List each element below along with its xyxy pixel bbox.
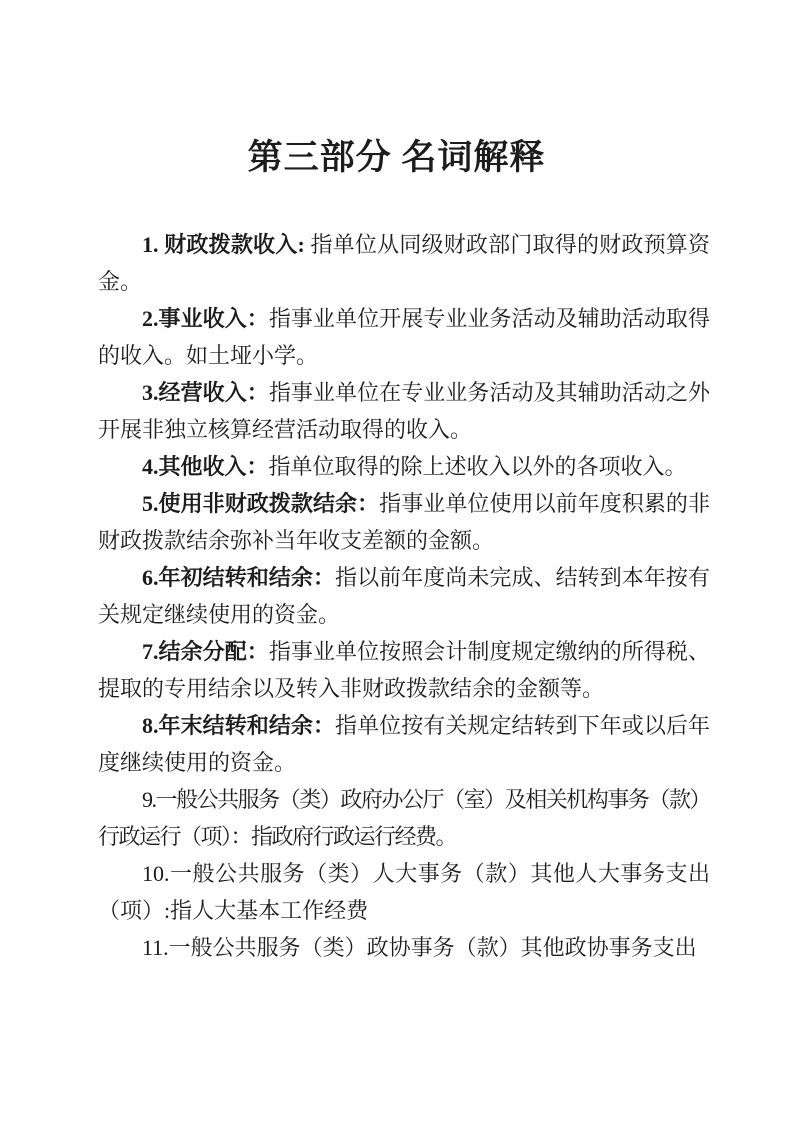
glossary-item-2 [98,300,710,374]
glossary-item-9 [98,781,710,855]
glossary-definition: 指单位取得的除上述收入以外的各项收入。 [268,454,687,479]
page-title: 第三部分 名词解释 [247,138,546,177]
glossary-definition: 指事业单位使用以前年度积累的非财政拨款结余弥补当年收支差额的金额。 [98,491,710,553]
glossary-definition: 指事业单位开展专业业务活动及辅助活动取得的收入。如土垭小学。 [98,306,710,368]
glossary-term: 4.其他收入： [142,454,269,479]
glossary-definition: 9.一般公共服务（类）政府办公厅（室）及相关机构事务（款）行政运行（项）：指政府行政运行经费。 [98,787,710,849]
glossary-term: 3.经营收入： [142,380,269,405]
glossary-definition: 指单位按有关规定结转到下年或以后年度继续使用的资金。 [98,713,710,775]
glossary-item-4 [98,448,710,485]
glossary-term: 1. 财政拨款收入: [142,232,305,257]
glossary-item-7 [98,633,710,707]
glossary-term: 8.年末结转和结余： [142,713,336,738]
glossary-term: 5.使用非财政拨款结余： [142,491,380,516]
glossary-definition: 指单位从同级财政部门取得的财政预算资金。 [98,232,710,294]
glossary-definition: 指以前年度尚未完成、结转到本年按有关规定继续使用的资金。 [98,565,710,627]
glossary-item-6 [98,559,710,633]
glossary-item-8 [98,707,710,781]
glossary-item-5 [98,485,710,559]
glossary-body [98,226,710,966]
glossary-item-11 [98,929,710,966]
glossary-item-10 [98,855,710,929]
glossary-definition: 11.一般公共服务（类）政协事务（款）其他政协事务支出 [142,935,697,960]
glossary-term: 7.结余分配： [142,639,269,664]
glossary-item-3 [98,374,710,448]
glossary-definition: 10.一般公共服务（类）人大事务（款）其他人大事务支出（项）:指人大基本工作经费 [98,861,710,923]
glossary-term: 6.年初结转和结余： [142,565,336,590]
glossary-item-1 [98,226,710,300]
glossary-term: 2.事业收入： [142,306,269,331]
glossary-definition: 指事业单位按照会计制度规定缴纳的所得税、提取的专用结余以及转入非财政拨款结余的金额等。 [98,639,710,701]
glossary-definition: 指事业单位在专业业务活动及其辅助活动之外开展非独立核算经营活动取得的收入。 [98,380,710,442]
